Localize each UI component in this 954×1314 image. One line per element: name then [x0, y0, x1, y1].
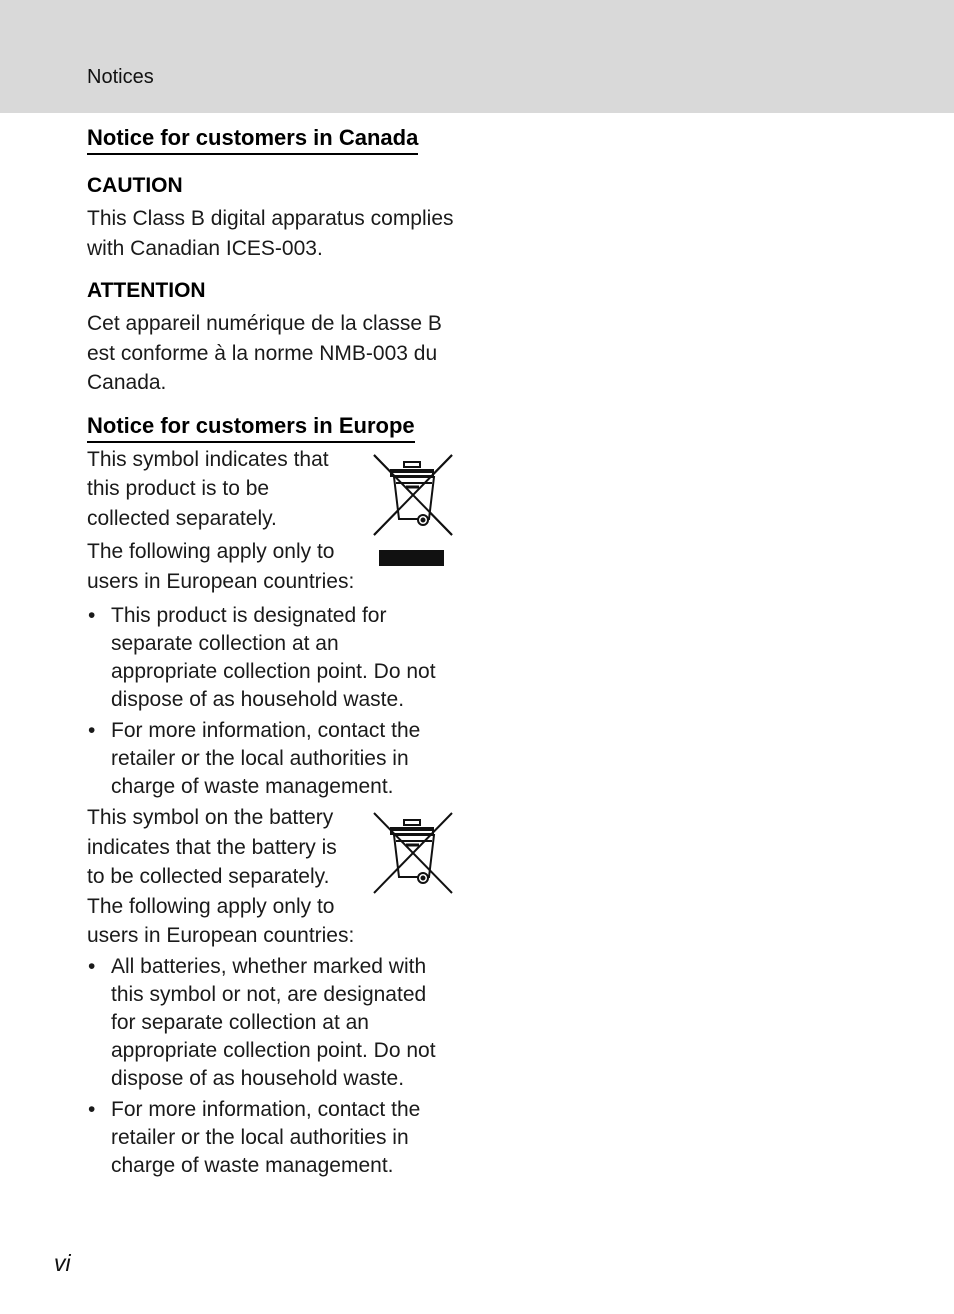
bullet-line: dispose of as household waste.	[111, 688, 405, 711]
bullet-line: charge of waste management.	[111, 1153, 394, 1177]
canada-notice-title: Notice for customers in Canada	[87, 124, 418, 155]
bullet-dot: •	[88, 954, 96, 978]
attention-line: Cet appareil numérique de la classe B	[87, 312, 442, 335]
attention-heading: ATTENTION	[87, 279, 206, 302]
bullet-line: for separate collection at an	[111, 1010, 369, 1034]
crossed-out-wheelie-bin-icon	[372, 453, 454, 571]
battery-apply-line: The following apply only to	[87, 894, 335, 918]
page-content	[87, 124, 457, 1180]
list-item	[87, 717, 457, 801]
battery-symbol-block	[87, 803, 457, 951]
product-symbol-line: this product is to be	[87, 477, 270, 500]
bullet-line: separate collection at an	[111, 632, 339, 655]
bullet-line: All batteries, whether marked with	[111, 954, 427, 978]
page-number: vi	[54, 1250, 71, 1276]
product-symbol-line: This symbol indicates that	[87, 447, 329, 471]
battery-symbol-line: indicates that the battery is	[87, 835, 337, 859]
bullet-line: This product is designated for	[111, 604, 387, 627]
product-apply-line: users in European countries:	[87, 569, 355, 593]
battery-symbol-text	[87, 803, 359, 951]
bullet-line: charge of waste management.	[111, 775, 394, 798]
bullet-line: For more information, contact the	[111, 719, 421, 742]
attention-text	[87, 309, 457, 398]
caution-heading: CAUTION	[87, 174, 183, 197]
caution-line: This Class B digital apparatus complies	[87, 207, 454, 230]
bullet-line: this symbol or not, are designated	[111, 982, 427, 1006]
product-symbol-block	[87, 445, 457, 597]
product-symbol-line: collected separately.	[87, 506, 277, 530]
battery-apply-line: users in European countries:	[87, 924, 355, 947]
battery-symbol-line: This symbol on the battery	[87, 806, 334, 829]
caution-line: with Canadian ICES-003.	[87, 236, 323, 260]
product-bullet-list	[87, 602, 457, 801]
bullet-dot: •	[88, 719, 96, 742]
product-apply-text	[87, 537, 359, 596]
battery-symbol-line: to be collected separately.	[87, 865, 330, 888]
battery-bullet-list	[87, 953, 457, 1180]
header-band	[0, 0, 954, 113]
caution-text	[87, 204, 457, 263]
bullet-dot: •	[88, 604, 96, 627]
product-apply-line: The following apply only to	[87, 540, 335, 563]
bullet-line: appropriate collection point. Do not	[111, 1038, 436, 1062]
section-label: Notices	[87, 66, 154, 88]
bullet-line: appropriate collection point. Do not	[111, 660, 436, 683]
list-item	[87, 1096, 457, 1180]
product-symbol-text	[87, 445, 359, 534]
bullet-line: For more information, contact the	[111, 1097, 421, 1121]
bullet-dot: •	[88, 1097, 96, 1121]
list-item	[87, 602, 457, 714]
bullet-line: retailer or the local authorities in	[111, 1125, 409, 1149]
europe-notice-title: Notice for customers in Europe	[87, 412, 415, 443]
attention-line: est conforme à la norme NMB-003 du	[87, 341, 438, 365]
bullet-line: dispose of as household waste.	[111, 1066, 405, 1090]
crossed-out-wheelie-bin-icon	[372, 811, 454, 897]
bullet-line: retailer or the local authorities in	[111, 747, 409, 770]
list-item	[87, 953, 457, 1093]
attention-line: Canada.	[87, 371, 167, 394]
